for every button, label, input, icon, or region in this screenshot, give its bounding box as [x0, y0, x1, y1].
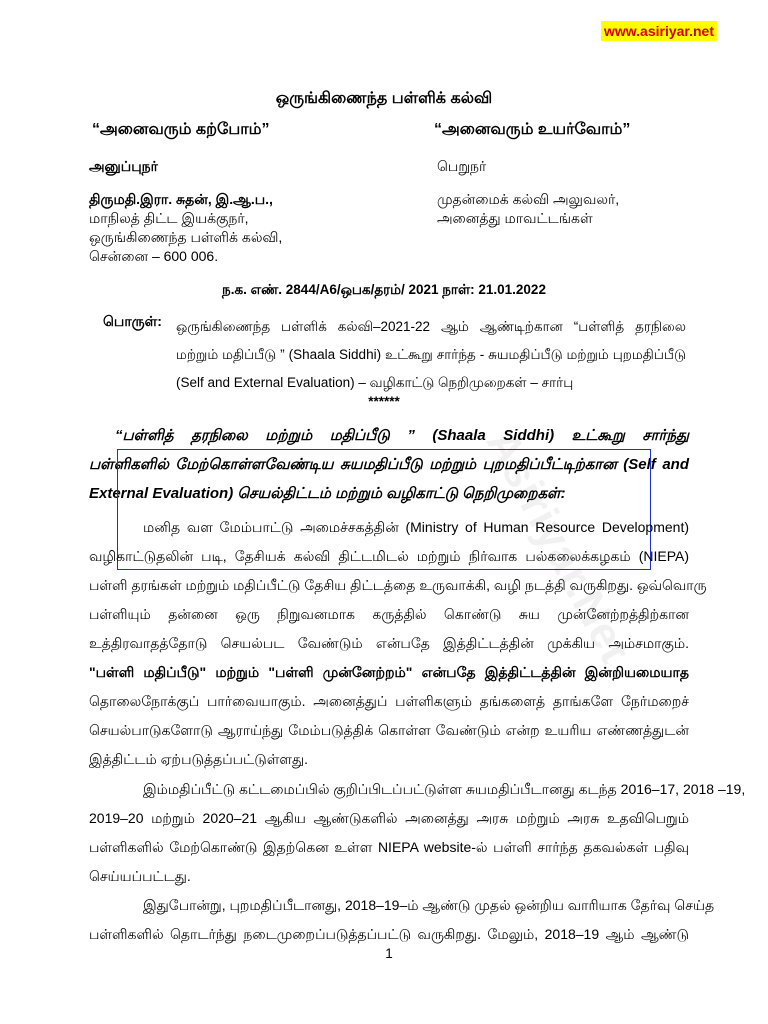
paragraph-line: தொலைநோக்குப் பார்வையாகும். அனைத்துப் பள்ளிகளும் தங்களைத் தாங்களே நேர்மறைச் — [89, 693, 689, 709]
subject-line: (Self and External Evaluation) – வழிகாட்டு நெறிமுறைகள் – சார்பு — [176, 375, 574, 390]
section-title-line: External Evaluation) செயல்திட்டம் மற்றும் வழிகாட்டு நெறிமுறைகள்: — [89, 485, 566, 502]
reference-number: ந.க. எண். 2844/A6/ஒபக/தரம்/ 2021 நாள்: 21.01.2022 — [222, 282, 546, 297]
site-badge[interactable]: www.asiriyar.net — [601, 21, 717, 41]
paragraph-line: இதுபோன்று, புறமதிப்பீடானது, 2018–19–ம் ஆண்டு முதல் ஒன்றிய வாரியாக தேர்வு செய்த — [143, 897, 715, 913]
watermark: Asiriyar.Net — [476, 422, 641, 672]
receiver-line: அனைத்து மாவட்டங்கள் — [437, 210, 593, 226]
paragraph-1 — [89, 513, 707, 774]
sender-line: ஒருங்கிணைந்த பள்ளிக் கல்வி, — [89, 229, 283, 245]
subject-line: ஒருங்கிணைந்த பள்ளிக் கல்வி–2021-22 ஆம் ஆண்டிற்கான “பள்ளித் தரநிலை — [176, 319, 686, 334]
sender-heading: அனுப்புநர் — [89, 158, 158, 174]
sender-line: சென்னை – 600 006. — [89, 248, 219, 264]
paragraph-3 — [89, 891, 715, 949]
paragraph-line: செய்யப்பட்டது. — [89, 868, 191, 884]
paragraph-line: பள்ளிகளில் தொடர்ந்து நடைமுறைப்படுத்தப்பட்டு வருகிறது. மேலும், 2018–19 ஆம் ஆண்டு — [89, 926, 689, 942]
paragraph-line: உத்திரவாதத்தோடு செயல்பட வேண்டும் என்பதே இத்திட்டத்தின் முக்கிய அம்சமாகும். — [89, 635, 689, 651]
receiver-line: முதன்மைக் கல்வி அலுவலர், — [437, 191, 620, 207]
receiver-block — [437, 190, 619, 228]
sender-line: மாநிலத் திட்ட இயக்குநர், — [89, 210, 249, 226]
paragraph-line: "பள்ளி மதிப்பீடு" மற்றும் "பள்ளி முன்னேற்றம்" என்பதே இத்திட்டத்தின் இன்றியமையாத — [89, 664, 689, 680]
paragraph-line: பள்ளி தரங்கள் மற்றும் மதிப்பீட்டு தேசிய திட்டத்தை உருவாக்கி, வழி நடத்தி வருகிறது. ஒவ்வொரு — [89, 577, 707, 593]
motto-left: “அனைவரும் கற்போம்” — [92, 121, 270, 138]
motto-right: “அனைவரும் உயர்வோம்” — [434, 121, 631, 138]
subject-line: மற்றும் மதிப்பீடு ” (Shaala Siddhi) உட்கூறு சார்ந்த - சுயமதிப்பீடு மற்றும் புறமதிப்பீடு — [176, 347, 686, 362]
page-number: 1 — [385, 946, 393, 961]
paragraph-line: 2019–20 மற்றும் 2020–21 ஆகிய ஆண்டுகளில் அனைத்து அரசு மற்றும் அரசு உதவிபெறும் — [89, 810, 689, 826]
separator: ****** — [368, 394, 400, 409]
paragraph-line: மனித வள மேம்பாட்டு அமைச்சகத்தின் (Ministry of Human Resource Development) — [143, 519, 689, 535]
paragraph-line: பள்ளிகளில் மேற்கொண்டு இதற்கென உள்ள NIEPA website-ல் பள்ளி சார்ந்த தகவல்கள் பதிவு — [89, 839, 689, 855]
paragraph-line: இத்திட்டம் ஏற்படுத்தப்பட்டுள்ளது. — [89, 751, 308, 767]
section-title-line: “பள்ளித் தரநிலை மற்றும் மதிப்பீடு ” (Shaala Siddhi) உட்கூறு சார்ந்து — [115, 427, 689, 444]
sender-block — [89, 190, 282, 266]
subject-label: பொருள்: — [103, 313, 162, 329]
section-title-line: பள்ளிகளில் மேற்கொள்ளவேண்டிய சுயமதிப்பீடு மற்றும் புறமதிப்பீட்டிற்கான (Self and — [89, 456, 689, 473]
paragraph-2 — [89, 775, 746, 891]
subject-text — [176, 313, 686, 397]
paragraph-line: பள்ளியும் தன்னை ஒரு நிறுவனமாக கருத்தில் கொண்டு சுய முன்னேற்றத்திற்கான — [89, 606, 689, 622]
paragraph-line: இம்மதிப்பீட்டு கட்டமைப்பில் குறிப்பிடப்பட்டுள்ள சுயமதிப்பீடானது கடந்த 2016–17, 2018 –19, — [143, 781, 746, 797]
sender-line: திருமதி.இரா. சுதன், இ.ஆ.ப., — [89, 191, 273, 207]
page-title: ஒருங்கிணைந்த பள்ளிக் கல்வி — [275, 90, 493, 107]
receiver-heading: பெறுநர் — [437, 158, 487, 174]
paragraph-line: செயல்பாடுகளோடு ஆராய்ந்து மேம்படுத்திக் கொள்ள வேண்டும் என்ற உயரிய எண்ணத்துடன் — [89, 722, 689, 738]
paragraph-line: வழிகாட்டுதலின் படி, தேசியக் கல்வி திட்டமிடல் மற்றும் நிர்வாக பல்கலைக்கழகம் (NIEPA) — [89, 548, 689, 564]
